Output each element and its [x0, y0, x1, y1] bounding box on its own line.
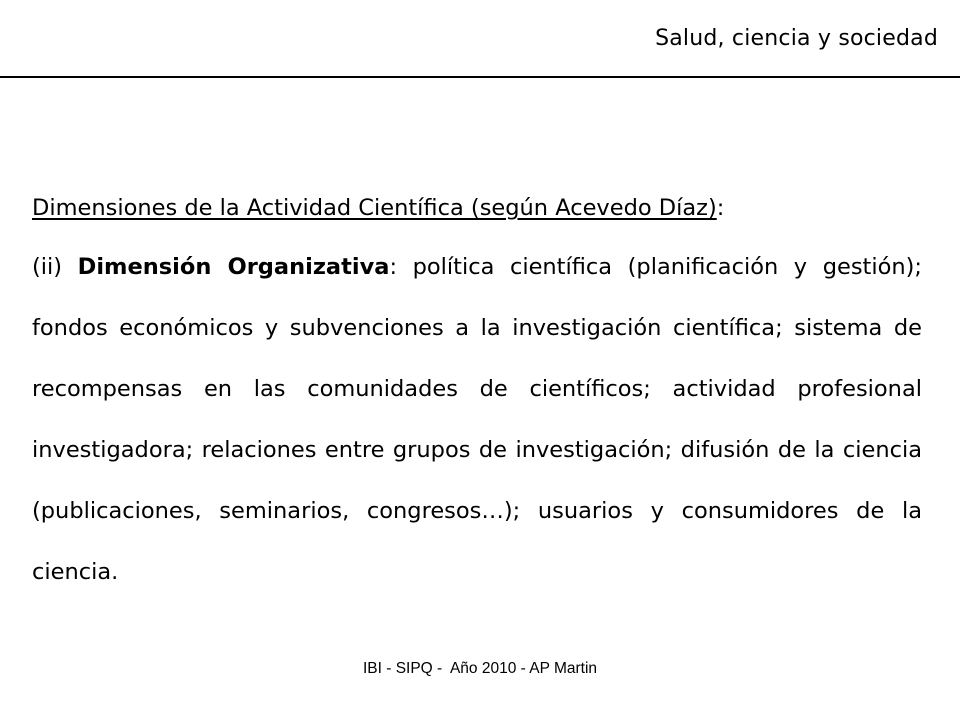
- slide-footer: IBI - SIPQ - Año 2010 - AP Martin: [362, 660, 598, 677]
- slide-subtitle-colon: :: [716, 195, 725, 221]
- slide-content: [32, 187, 922, 603]
- paragraph-text: : política científica (planificación y gestión); fondos económicos y subvenciones a la investigación científica; sistema de recompensas en las comunidades de científicos; actividad profesional investigadora; relaciones entre grupos de investigación; difusión de la ciencia (publicaciones, seminarios, congresos…); usuarios y consumidores de la ciencia.: [32, 254, 922, 585]
- dimension-paragraph: [32, 237, 922, 603]
- slide-subtitle-text: Dimensiones de la Actividad Científica (según Acevedo Díaz): [32, 195, 717, 221]
- paragraph-prefix: (ii): [32, 254, 78, 280]
- slide-header-title: Salud, ciencia y sociedad: [655, 26, 938, 51]
- slide-subtitle: [32, 187, 922, 229]
- dimension-term: Dimensión Organizativa: [77, 254, 390, 280]
- header-divider: [0, 76, 960, 78]
